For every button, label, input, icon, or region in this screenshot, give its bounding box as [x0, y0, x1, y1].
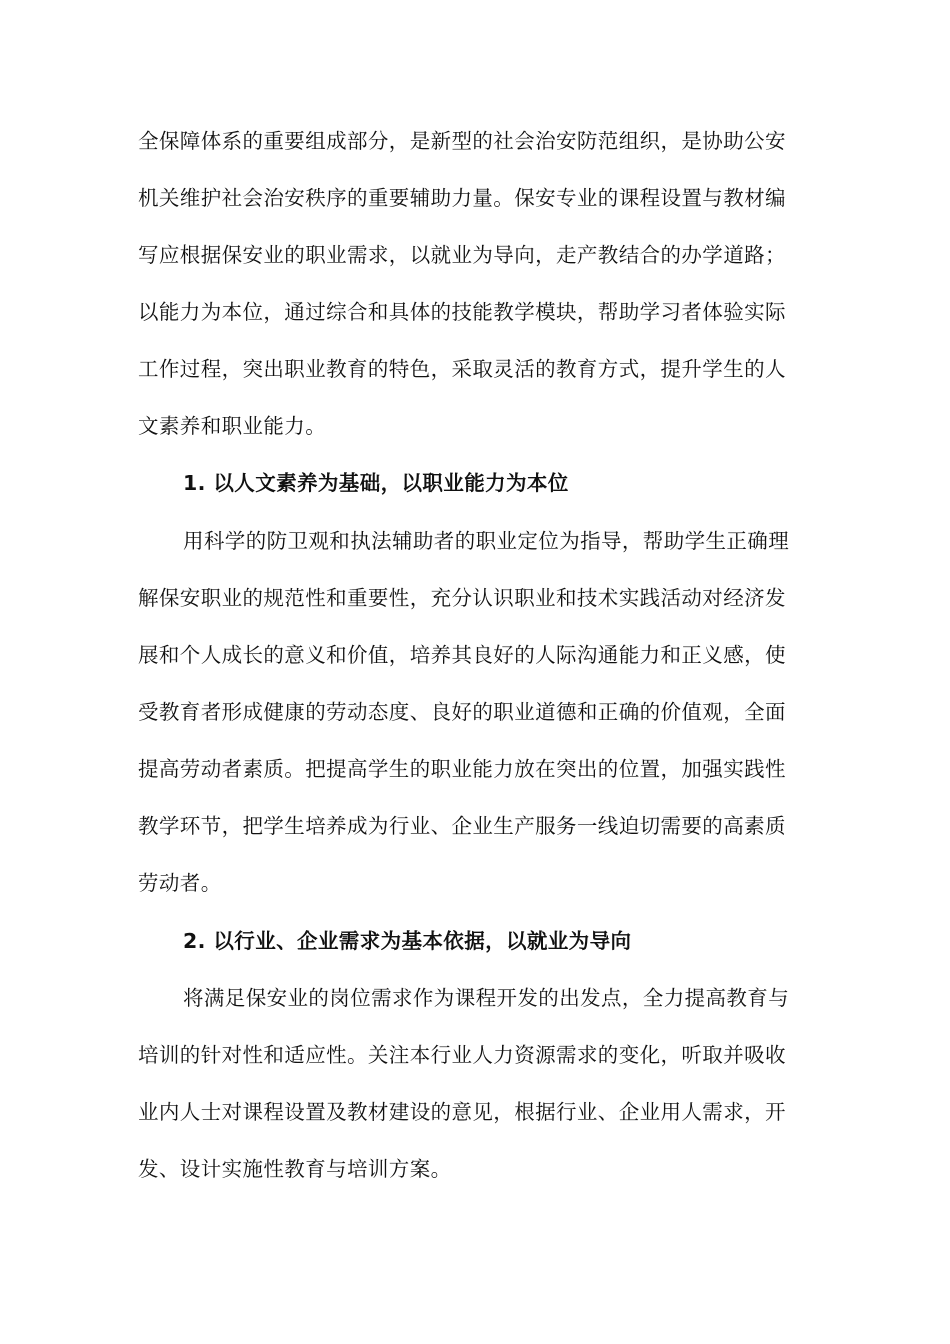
paragraph-2-line-1: 用科学的防卫观和执法辅助者的职业定位为指导，帮助学生正确理 — [183, 529, 790, 553]
paragraph-1-line-4: 以能力为本位，通过综合和具体的技能教学模块，帮助学习者体验实际 — [138, 300, 786, 324]
paragraph-3-line-2: 培训的针对性和适应性。关注本行业人力资源需求的变化，听取并吸收 — [138, 1043, 786, 1067]
paragraph-2-line-5: 提高劳动者素质。把提高学生的职业能力放在突出的位置，加强实践性 — [138, 757, 786, 781]
paragraph-3-line-1: 将满足保安业的岗位需求作为课程开发的出发点，全力提高教育与 — [183, 986, 790, 1010]
paragraph-3-line-3: 业内人士对课程设置及教材建设的意见，根据行业、企业用人需求，开 — [138, 1100, 786, 1124]
paragraph-2-line-3: 展和个人成长的意义和价值，培养其良好的人际沟通能力和正义感，使 — [138, 643, 786, 667]
section-heading-1: 1. 以人文素养为基础，以职业能力为本位 — [183, 471, 569, 495]
paragraph-2-line-6: 教学环节，把学生培养成为行业、企业生产服务一线迫切需要的高素质 — [138, 814, 786, 838]
paragraph-1-line-6: 文素养和职业能力。 — [138, 414, 327, 438]
paragraph-1-line-2: 机关维护社会治安秩序的重要辅助力量。保安专业的课程设置与教材编 — [138, 186, 786, 210]
paragraph-1-line-1: 全保障体系的重要组成部分，是新型的社会治安防范组织，是协助公安 — [138, 129, 786, 153]
section-heading-2: 2. 以行业、企业需求为基本依据，以就业为导向 — [183, 929, 632, 953]
paragraph-2-line-7: 劳动者。 — [138, 871, 222, 895]
paragraph-3-line-4: 发、设计实施性教育与培训方案。 — [138, 1157, 452, 1181]
paragraph-1-line-5: 工作过程，突出职业教育的特色，采取灵活的教育方式，提升学生的人 — [138, 357, 786, 381]
paragraph-2-line-2: 解保安职业的规范性和重要性，充分认识职业和技术实践活动对经济发 — [138, 586, 786, 610]
paragraph-2-line-4: 受教育者形成健康的劳动态度、良好的职业道德和正确的价值观，全面 — [138, 700, 786, 724]
paragraph-1-line-3: 写应根据保安业的职业需求，以就业为导向，走产教结合的办学道路； — [138, 243, 786, 267]
